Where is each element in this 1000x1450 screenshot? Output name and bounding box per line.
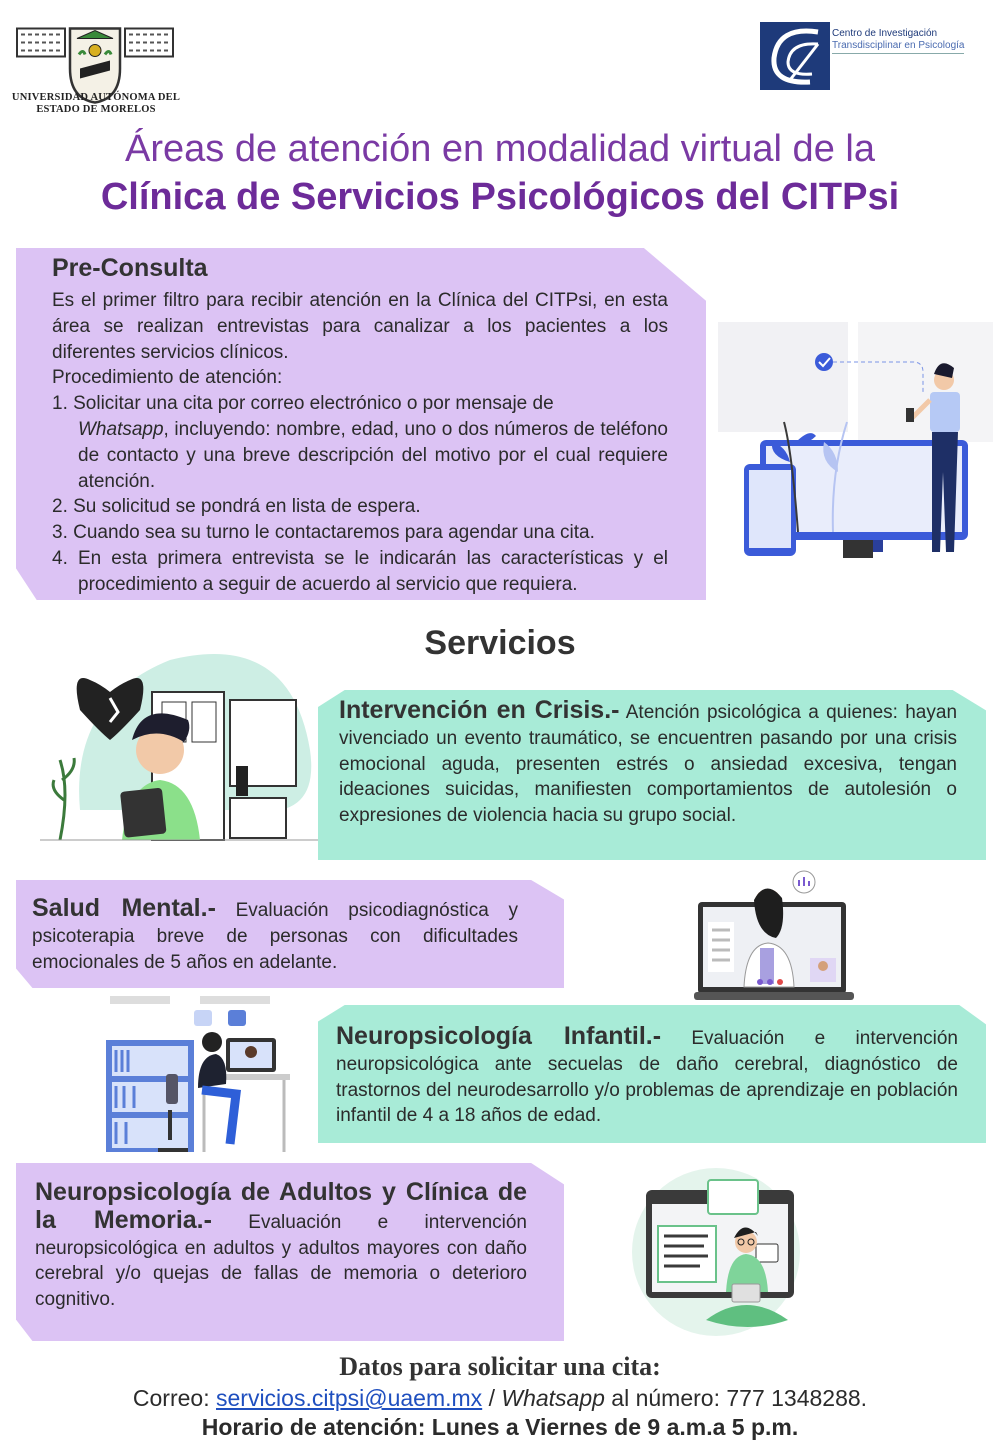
salud-mental-description: Evaluación psicodiagnóstica y psicoterapia breve de personas con dificultades emocionales de 5 años en adelante. <box>32 900 518 973</box>
citpsi-name <box>832 28 964 54</box>
developer-illustration <box>628 1160 804 1342</box>
preconsulta-step-2: 2. Su solicitud se pondrá en lista de espera. <box>52 496 421 518</box>
neuro-adultos-title: Neuropsicología de Adultos y Clínica de la Memoria.- <box>35 1178 527 1234</box>
neuro-infantil-text <box>336 1024 958 1129</box>
neuro-adultos-text <box>35 1180 527 1313</box>
citpsi-name-line2: Transdisciplinar en Psicología <box>832 40 964 54</box>
step-1-text-a: 1. Solicitar una cita por correo electrónico o por mensaje de <box>52 393 554 415</box>
correo-label: Correo: <box>132 1385 216 1411</box>
step-1-whatsapp: Whatsapp <box>78 418 164 440</box>
office-hours: Horario de atención: Lunes a Viernes de 9 a.m.a 5 p.m. <box>201 1414 799 1440</box>
page-title-line2: Clínica de Servicios Psicológicos del CITPsi <box>100 176 900 218</box>
uaem-name-line1: UNIVERSIDAD AUTÓNOMA DEL <box>11 92 181 103</box>
preconsulta-intro: Es el primer filtro para recibir atención en la Clínica del CITPsi, en esta área se realizan entrevistas para canalizar a los pacientes a los diferentes servicios clínicos. <box>52 290 668 363</box>
citpsi-logo <box>760 22 830 90</box>
page-title-line1: Áreas de atención en modalidad virtual de la <box>125 128 875 170</box>
salud-mental-title: Salud Mental.- <box>32 894 216 922</box>
crisis-description: Atención psicológica a quienes: hayan vivenciado un evento traumático, se encuentren pasando por una crisis emocional aguda, presenten estrés o ansiedad excesiva, tengan ideaciones suicidas, manifiesten comportamientos de autolesión o expresiones de violencia hacia su grupo social. <box>339 702 958 827</box>
email-link[interactable]: servicios.citpsi@uaem.mx <box>216 1385 483 1411</box>
uaem-name-line2: ESTADO DE MORELOS <box>36 104 156 115</box>
preconsulta-heading: Pre-Consulta <box>52 254 208 282</box>
contact-separator: / <box>482 1385 502 1411</box>
citpsi-name-line1: Centro de Investigación <box>832 28 938 39</box>
preconsulta-step-1 <box>52 391 668 494</box>
whatsapp-label: Whatsapp <box>501 1385 605 1411</box>
crisis-illustration <box>40 640 340 845</box>
salud-mental-text <box>32 896 518 975</box>
step-1-text-b: , incluyendo: nombre, edad, uno o dos números de teléfono de contacto y una breve descripción del motivo por el cual requiere atención. <box>78 418 668 492</box>
footer-heading: Datos para solicitar una cita: <box>339 1352 661 1381</box>
online-consultation-illustration <box>718 322 998 567</box>
preconsulta-step-3: 3. Cuando sea su turno le contactaremos para agendar una cita. <box>52 522 595 544</box>
neuro-adultos-description: Evaluación e intervención neuropsicológica en adultos y adultos mayores con daño cerebral y/o quejas de fallas de memoria o deterioro cognitivo. <box>35 1211 527 1311</box>
preconsulta-step-4: 4. En esta primera entrevista se le indicarán las características y el procedimiento a seguir de acuerdo al servicio que requiera. <box>52 547 668 595</box>
preconsulta-body <box>52 288 668 598</box>
video-call-illustration <box>694 870 854 1002</box>
remote-work-illustration <box>104 990 296 1158</box>
footer-contact <box>0 1385 1000 1412</box>
neuro-infantil-description: Evaluación e intervención neuropsicológica ante secuelas de daño cerebral, diagnóstico de trastornos del neurodesarrollo y/o problemas de aprendizaje en población infantil de 4 a 18 años de edad. <box>336 1028 958 1127</box>
uaem-name <box>10 92 182 116</box>
preconsulta-procedure-label: Procedimiento de atención: <box>52 367 283 389</box>
crisis-text <box>339 698 957 829</box>
services-title: Servicios <box>424 624 576 662</box>
whatsapp-number: al número: 777 1348288. <box>604 1385 868 1411</box>
neuro-infantil-title: Neuropsicología Infantil.- <box>336 1022 662 1050</box>
crisis-title: Intervención en Crisis.- <box>339 696 620 724</box>
